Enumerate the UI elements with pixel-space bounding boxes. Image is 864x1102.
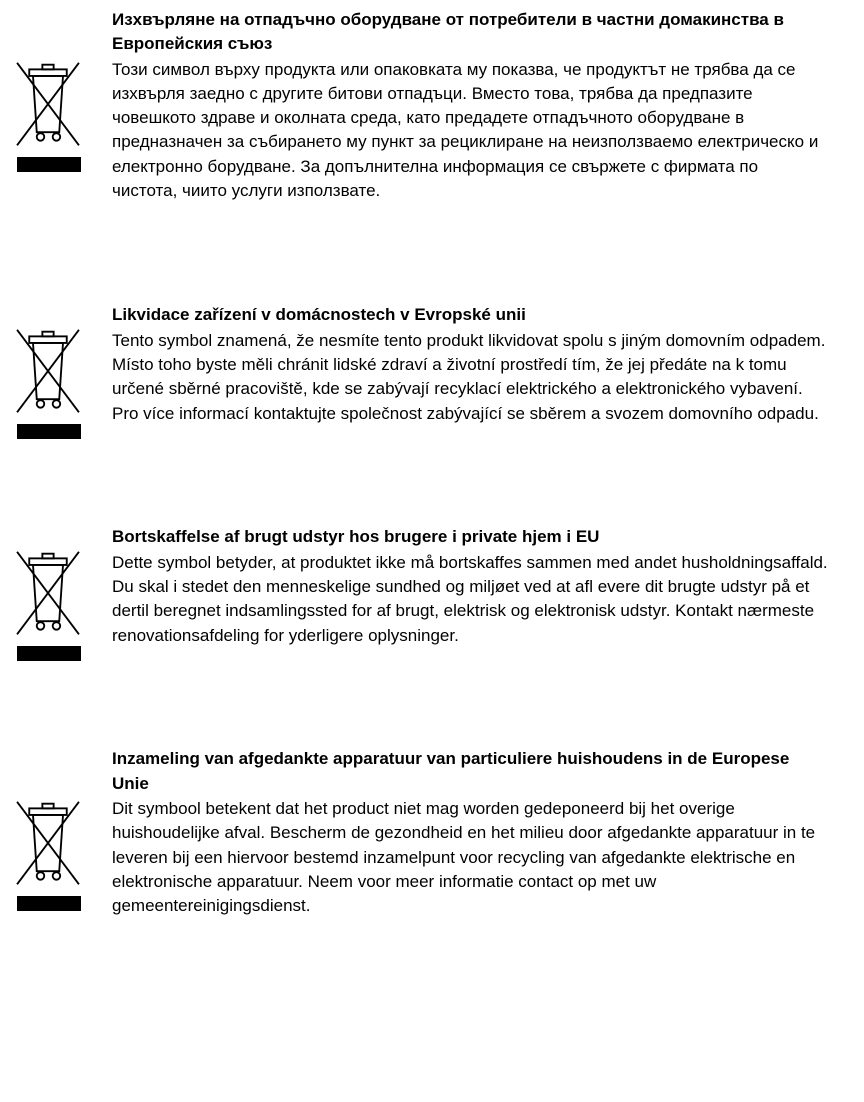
icon-column bbox=[6, 747, 112, 911]
section-heading: Inzameling van afgedankte apparatuur van particuliere huishoudens in de Europese Unie bbox=[112, 749, 790, 793]
black-bar-icon bbox=[17, 157, 81, 172]
weee-crossed-bin-icon bbox=[14, 799, 112, 889]
language-section-dutch bbox=[6, 747, 854, 918]
icon-column bbox=[6, 303, 112, 439]
icon-column bbox=[6, 8, 112, 172]
section-body: Tento symbol znamená, že nesmíte tento produkt likvidovat spolu s jiným domovním odpadem. Místo toho byste měli chránit lidské zdraví a životní prostředí tím, že jej předáte na k tomu určené sběrné pracoviště, kde se zabývají recyklací elektrického a elektronického vybavení. Pro více informací kontaktujte společnost zabývající se sběrem a svozem domovního odpadu. bbox=[112, 330, 826, 423]
language-section-bulgarian bbox=[6, 8, 854, 203]
section-body: Dette symbol betyder, at produktet ikke må bortskaffes sammen med andet husholdningsaffald. Du skal i stedet den menneskelige sundhed og miljøet ved at afl evere dit brugte udstyr på et dertil beregnet indsamlingssted for af brugt, elektrisk og elektronisk udstyr. Kontakt nærmeste renovationsafdeling for yderligere oplysninger. bbox=[112, 552, 828, 645]
language-section-czech bbox=[6, 303, 854, 439]
section-body: Dit symbool betekent dat het product niet mag worden gedeponeerd bij het overige huishoudelijke afval. Bescherm de gezondheid en het milieu door afgedankte apparatuur in te leveren bij een hiervoor bestemd inzamelpunt voor recycling van afgedankte elektrische en elektronische apparatuur. Neem voor meer informatie contact op met uw gemeentereinigingsdienst. bbox=[112, 798, 816, 916]
section-text bbox=[112, 747, 828, 918]
section-text bbox=[112, 525, 828, 647]
section-heading: Изхвърляне на отпадъчно оборудване от потребители в частни домакинства в Европейския съюз bbox=[112, 10, 784, 54]
section-body: Този символ върху продукта или опаковката му показва, че продуктът не трябва да се изхвърля заедно с другите битови отпадъци. Вместо това, трябва да предпазите човешкото здраве и околната среда, като предадете отпадъчното оборудване в предназначен за събирането му пункт за рециклиране на неизползваемо електрическо и електронно борудване. За допълнителна информация се свържете с фирмата по чистота, чиито услуги използвате. bbox=[112, 59, 819, 201]
weee-crossed-bin-icon bbox=[14, 327, 112, 417]
black-bar-icon bbox=[17, 424, 81, 439]
section-heading: Likvidace zařízení v domácnostech v Evropské unii bbox=[112, 305, 526, 325]
section-text bbox=[112, 8, 828, 203]
language-section-danish bbox=[6, 525, 854, 661]
black-bar-icon bbox=[17, 896, 81, 911]
icon-column bbox=[6, 525, 112, 661]
black-bar-icon bbox=[17, 646, 81, 661]
weee-crossed-bin-icon bbox=[14, 549, 112, 639]
section-text bbox=[112, 303, 828, 425]
weee-crossed-bin-icon bbox=[14, 60, 112, 150]
section-heading: Bortskaffelse af brugt udstyr hos brugere i private hjem i EU bbox=[112, 527, 600, 547]
